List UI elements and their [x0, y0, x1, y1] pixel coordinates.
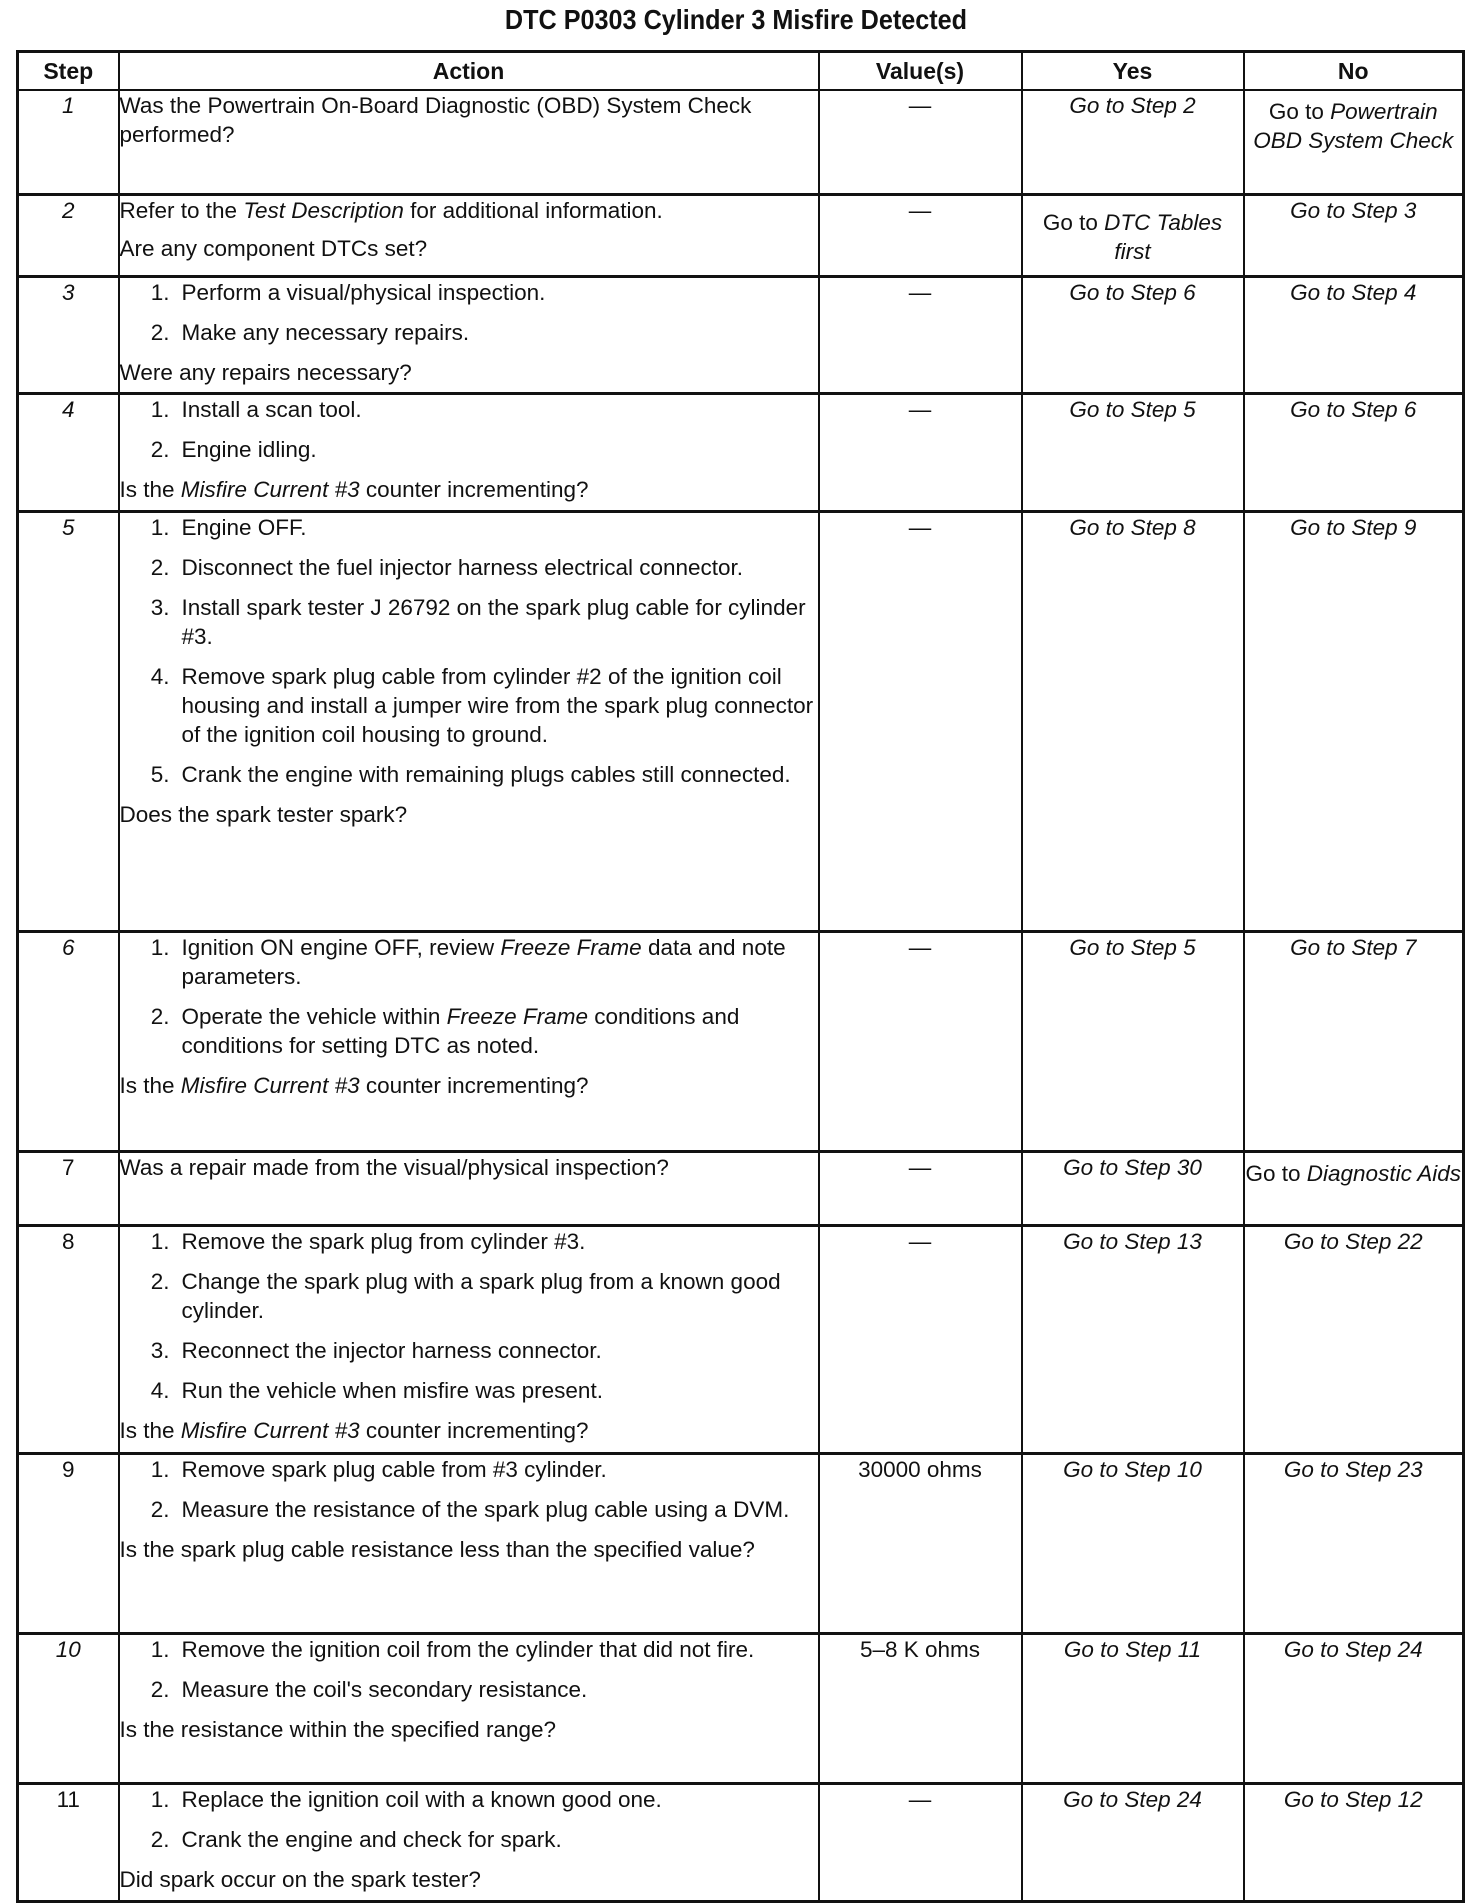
value-cell: —	[819, 1151, 1022, 1225]
item-text: Disconnect the fuel injector harness electrical connector.	[181, 554, 744, 580]
value-cell: —	[819, 1225, 1022, 1453]
step-number: 1	[18, 90, 119, 194]
item-part: Ignition ON engine OFF, review	[181, 934, 495, 960]
list-item	[120, 1495, 818, 1524]
question-text	[120, 1071, 818, 1100]
item-number: 4.	[150, 1377, 170, 1403]
item-text	[182, 933, 818, 991]
value-cell: —	[819, 931, 1022, 1151]
table-row	[18, 1633, 1464, 1783]
list-item	[120, 662, 818, 749]
question-emphasis: Misfire Current #3	[180, 1072, 360, 1098]
yes-cell: Go to Step 2	[1022, 90, 1244, 194]
item-text: Reconnect the injector harness connector.	[181, 1337, 602, 1363]
item-number: 1.	[150, 1456, 170, 1482]
no-cell: Go to Step 23	[1244, 1453, 1464, 1633]
question-part: counter incrementing?	[365, 1417, 589, 1443]
no-cell: Go to Step 22	[1244, 1225, 1464, 1453]
table-row	[18, 194, 1464, 276]
step-number: 10	[18, 1633, 119, 1783]
step-number: 9	[18, 1453, 119, 1633]
item-number: 1.	[150, 396, 170, 422]
question-text: Did spark occur on the spark tester?	[119, 1866, 481, 1892]
header-action: Action	[119, 52, 819, 91]
list-item	[120, 435, 818, 464]
header-step: Step	[18, 52, 119, 91]
item-number: 1.	[150, 1228, 170, 1254]
action-cell	[119, 90, 819, 194]
yes-cell: Go to Step 8	[1022, 511, 1244, 931]
yes-cell: Go to Step 6	[1022, 276, 1244, 393]
item-text: Install spark tester J 26792 on the spark plug cable for cylinder #3.	[181, 594, 806, 649]
action-cell	[119, 1783, 819, 1901]
table-row	[18, 276, 1464, 393]
list-item	[120, 1785, 818, 1814]
item-text: Crank the engine and check for spark.	[181, 1826, 562, 1852]
list-item	[120, 1455, 818, 1484]
item-text: Make any necessary repairs.	[181, 319, 470, 345]
question-part: counter incrementing?	[365, 476, 589, 502]
list-item	[120, 318, 818, 347]
action-cell	[119, 931, 819, 1151]
step-number: 6	[18, 931, 119, 1151]
header-no: No	[1244, 52, 1464, 91]
item-number: 3.	[150, 1337, 170, 1363]
item-text: Run the vehicle when misfire was present.	[181, 1377, 603, 1403]
item-number: 2.	[150, 1496, 170, 1522]
item-number: 1.	[150, 1786, 170, 1812]
yes-cell	[1022, 194, 1244, 276]
list-item	[120, 593, 818, 651]
question-part: counter incrementing?	[365, 1072, 589, 1098]
item-emphasis: Freeze Frame	[446, 1003, 588, 1029]
table-row	[18, 1151, 1464, 1225]
action-cell	[119, 511, 819, 931]
table-row	[18, 393, 1464, 511]
no-prefix: Go to	[1268, 99, 1324, 124]
list-item	[120, 933, 818, 991]
header-yes: Yes	[1022, 52, 1244, 91]
intro-text	[120, 196, 818, 225]
list-item	[120, 1635, 818, 1664]
header-row	[18, 52, 1464, 91]
item-text: Measure the resistance of the spark plug cable using a DVM.	[181, 1496, 790, 1522]
item-number: 2.	[150, 1268, 170, 1294]
no-link: Powertrain OBD System Check	[1253, 99, 1454, 153]
document-title: DTC P0303 Cylinder 3 Misfire Detected	[504, 4, 968, 35]
intro-part: for additional information.	[410, 197, 663, 223]
yes-cell: Go to Step 11	[1022, 1633, 1244, 1783]
item-number: 2.	[150, 319, 170, 345]
table-row	[18, 1453, 1464, 1633]
question-text	[120, 1416, 818, 1445]
item-text: Remove spark plug cable from #3 cylinder.	[181, 1456, 607, 1482]
action-cell	[119, 393, 819, 511]
item-number: 2.	[150, 1676, 170, 1702]
item-number: 1.	[150, 1636, 170, 1662]
action-cell	[119, 194, 819, 276]
item-part: data and note parameters.	[181, 934, 786, 989]
table-row	[18, 90, 1464, 194]
question-part: Is the	[119, 476, 175, 502]
item-number: 1.	[150, 934, 170, 960]
list-item	[120, 1675, 818, 1704]
yes-cell: Go to Step 30	[1022, 1151, 1244, 1225]
item-number: 2.	[150, 436, 170, 462]
no-cell: Go to Step 3	[1244, 194, 1464, 276]
step-number: 7	[18, 1151, 119, 1225]
item-text: Engine OFF.	[181, 514, 307, 540]
list-item	[120, 513, 818, 542]
step-number: 5	[18, 511, 119, 931]
value-cell: —	[819, 90, 1022, 194]
action-cell	[119, 1151, 819, 1225]
value-cell: —	[819, 276, 1022, 393]
item-number: 4.	[150, 663, 170, 689]
value-cell: 5–8 K ohms	[819, 1633, 1022, 1783]
table-row	[18, 1783, 1464, 1901]
table-row	[18, 1225, 1464, 1453]
action-cell	[119, 1453, 819, 1633]
item-number: 1.	[150, 514, 170, 540]
question-text: Was a repair made from the visual/physical inspection?	[119, 1154, 669, 1180]
question-part: Is the	[119, 1417, 175, 1443]
question-text: Is the spark plug cable resistance less than the specified value?	[119, 1536, 755, 1562]
intro-emphasis: Test Description	[243, 197, 404, 223]
yes-cell: Go to Step 5	[1022, 931, 1244, 1151]
question-emphasis: Misfire Current #3	[180, 1417, 360, 1443]
list-item	[120, 395, 818, 424]
item-number: 1.	[150, 279, 170, 305]
yes-cell: Go to Step 13	[1022, 1225, 1244, 1453]
list-item	[120, 278, 818, 307]
list-item	[120, 1267, 818, 1325]
value-cell: —	[819, 511, 1022, 931]
yes-link: DTC Tables first	[1104, 209, 1223, 264]
step-number: 4	[18, 393, 119, 511]
list-item	[120, 1336, 818, 1365]
item-text: Remove spark plug cable from cylinder #2 of the ignition coil housing and install a jumper wire from the spark plug connector of the ignition coil housing to ground.	[181, 663, 814, 747]
value-cell: 30000 ohms	[819, 1453, 1022, 1633]
no-prefix: Go to	[1245, 1160, 1301, 1186]
item-text: Remove the ignition coil from the cylinder that did not fire.	[181, 1636, 755, 1662]
list-item	[120, 1002, 818, 1060]
question-text: Was the Powertrain On-Board Diagnostic (OBD) System Check performed?	[119, 93, 752, 147]
value-cell: —	[819, 1783, 1022, 1901]
no-cell: Go to Step 6	[1244, 393, 1464, 511]
action-cell	[119, 1225, 819, 1453]
header-values: Value(s)	[819, 52, 1022, 91]
action-cell	[119, 1633, 819, 1783]
item-emphasis: Freeze Frame	[500, 934, 642, 960]
step-number: 8	[18, 1225, 119, 1453]
no-cell: Go to Step 7	[1244, 931, 1464, 1151]
action-cell	[119, 276, 819, 393]
no-cell: Go to Step 9	[1244, 511, 1464, 931]
table-row	[18, 931, 1464, 1151]
no-cell: Go to Step 12	[1244, 1783, 1464, 1901]
question-text: Does the spark tester spark?	[119, 801, 408, 827]
yes-cell: Go to Step 5	[1022, 393, 1244, 511]
item-number: 2.	[150, 554, 170, 580]
item-number: 3.	[150, 594, 170, 620]
yes-cell: Go to Step 10	[1022, 1453, 1244, 1633]
item-text	[182, 1002, 818, 1060]
table-row	[18, 511, 1464, 931]
list-item	[120, 1227, 818, 1256]
step-number: 2	[18, 194, 119, 276]
item-part: conditions and conditions for setting DTC as noted.	[181, 1003, 740, 1058]
no-cell: Go to Step 24	[1244, 1633, 1464, 1783]
item-text: Perform a visual/physical inspection.	[181, 279, 546, 305]
question-text: Are any component DTCs set?	[119, 235, 428, 261]
diagnostic-table	[16, 50, 1465, 1903]
no-link: Diagnostic Aids	[1306, 1160, 1462, 1186]
list-item	[120, 760, 818, 789]
yes-prefix: Go to	[1042, 209, 1098, 235]
list-item	[120, 1376, 818, 1405]
item-text: Replace the ignition coil with a known good one.	[181, 1786, 662, 1812]
yes-cell: Go to Step 24	[1022, 1783, 1244, 1901]
item-part: Operate the vehicle within	[181, 1003, 441, 1029]
item-text: Install a scan tool.	[181, 396, 362, 422]
item-text: Measure the coil's secondary resistance.	[181, 1676, 588, 1702]
item-number: 5.	[150, 761, 170, 787]
value-cell: —	[819, 393, 1022, 511]
question-text: Is the resistance within the specified range?	[119, 1716, 556, 1742]
item-text: Engine idling.	[181, 436, 317, 462]
value-cell: —	[819, 194, 1022, 276]
item-number: 2.	[150, 1826, 170, 1852]
list-item	[120, 1825, 818, 1854]
item-text: Remove the spark plug from cylinder #3.	[181, 1228, 586, 1254]
intro-part: Refer to the	[119, 197, 238, 223]
no-cell	[1244, 1151, 1464, 1225]
no-cell	[1244, 90, 1464, 194]
question-part: Is the	[119, 1072, 175, 1098]
no-cell: Go to Step 4	[1244, 276, 1464, 393]
question-emphasis: Misfire Current #3	[180, 476, 360, 502]
item-number: 2.	[150, 1003, 170, 1029]
list-item	[120, 553, 818, 582]
step-number: 11	[18, 1783, 119, 1901]
item-text: Crank the engine with remaining plugs cables still connected.	[181, 761, 791, 787]
question-text	[120, 475, 818, 504]
step-number: 3	[18, 276, 119, 393]
question-text: Were any repairs necessary?	[119, 359, 412, 385]
item-text: Change the spark plug with a spark plug from a known good cylinder.	[181, 1268, 781, 1323]
